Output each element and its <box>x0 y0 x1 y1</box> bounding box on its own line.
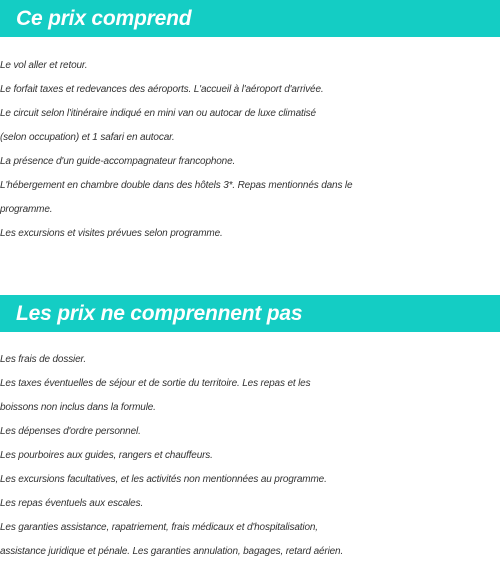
excluded-list <box>0 348 500 564</box>
included-line: Le vol aller et retour. <box>0 60 88 71</box>
excluded-line: Les repas éventuels aux escales. <box>0 498 144 509</box>
excluded-line: boissons non inclus dans la formule. <box>0 402 156 413</box>
included-header-band <box>0 0 500 37</box>
included-list <box>0 54 500 246</box>
excluded-line: Les excursions facultatives, et les activités non mentionnées au programme. <box>0 474 327 485</box>
included-line: La présence d'un guide-accompagnateur francophone. <box>0 156 236 167</box>
included-line: L'hébergement en chambre double dans des hôtels 3*. Repas mentionnés dans le <box>0 180 353 191</box>
excluded-section <box>0 295 500 557</box>
included-line: Le circuit selon l'itinéraire indiqué en mini van ou autocar de luxe climatisé <box>0 108 316 119</box>
included-line: (selon occupation) et 1 safari en autocar. <box>0 132 175 143</box>
excluded-header-band <box>0 295 500 332</box>
included-line: Les excursions et visites prévues selon programme. <box>0 228 223 239</box>
excluded-title: Les prix ne comprennent pas <box>16 302 303 325</box>
excluded-line: Les garanties assistance, rapatriement, frais médicaux et d'hospitalisation, <box>0 522 318 533</box>
included-title: Ce prix comprend <box>16 7 192 30</box>
excluded-line: Les pourboires aux guides, rangers et chauffeurs. <box>0 450 213 461</box>
excluded-line: Les taxes éventuelles de séjour et de sortie du territoire. Les repas et les <box>0 378 311 389</box>
excluded-line: assistance juridique et pénale. Les garanties annulation, bagages, retard aérien. <box>0 546 344 557</box>
included-line: programme. <box>0 204 53 215</box>
included-line: Le forfait taxes et redevances des aéroports. L'accueil à l'aéroport d'arrivée. <box>0 84 324 95</box>
included-section <box>0 0 500 239</box>
excluded-line: Les frais de dossier. <box>0 354 86 365</box>
excluded-line: Les dépenses d'ordre personnel. <box>0 426 141 437</box>
